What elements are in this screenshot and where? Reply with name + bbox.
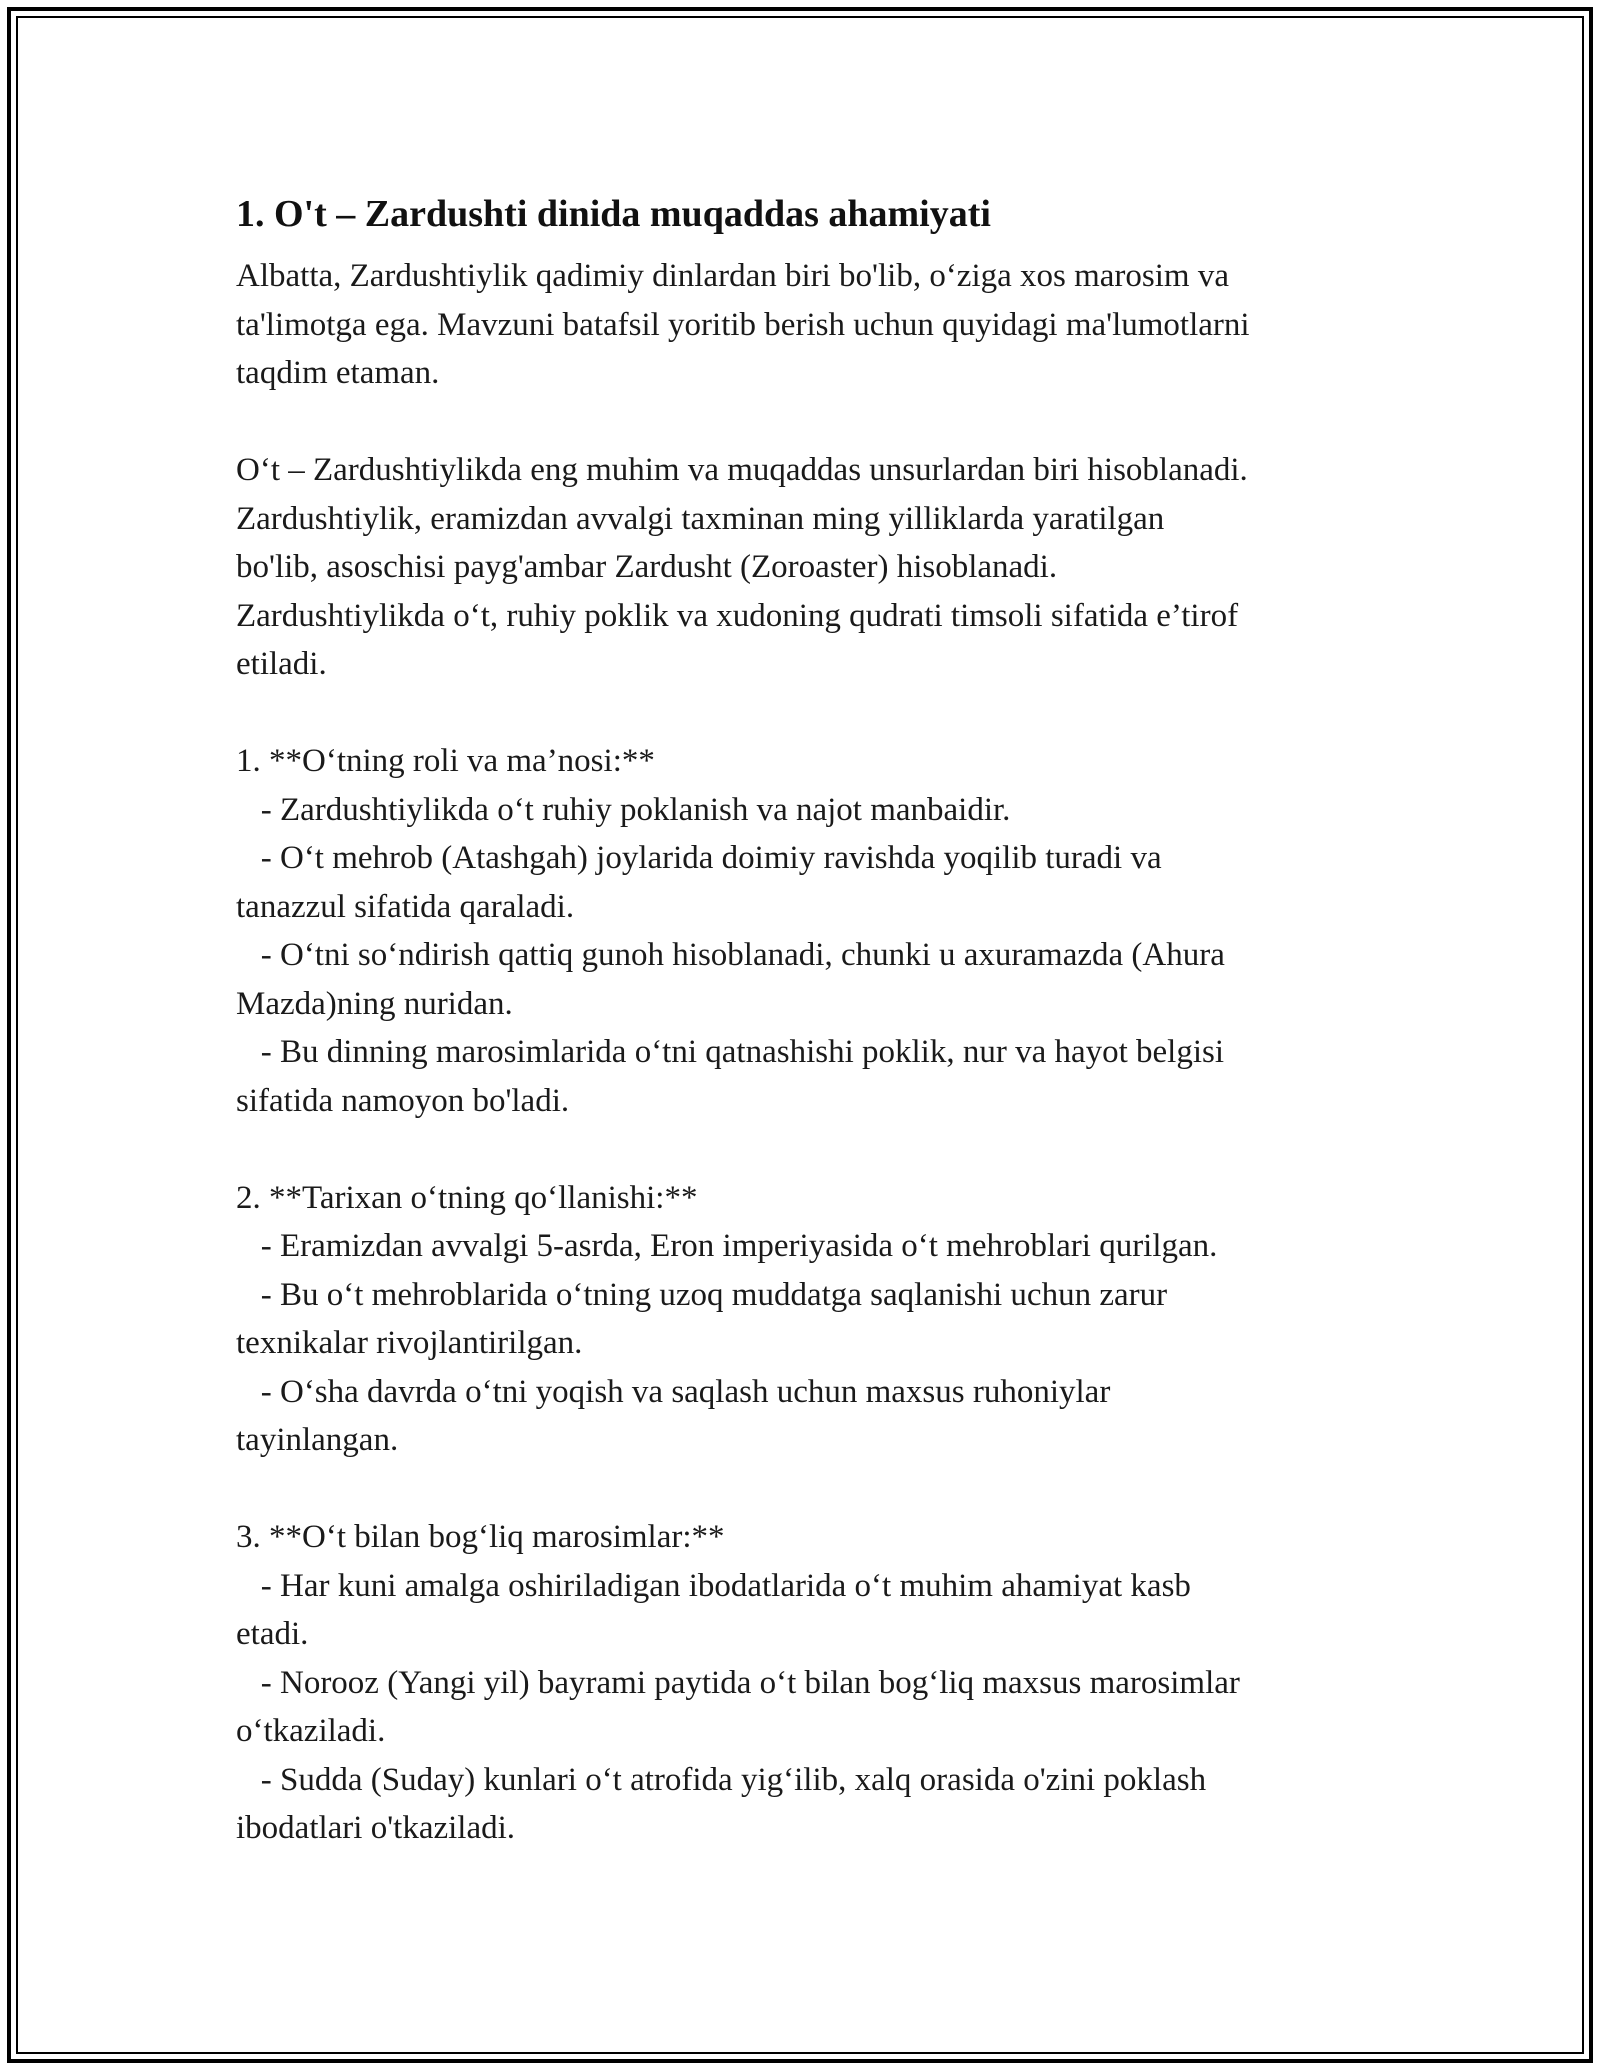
text-line: O‘t – Zardushtiylikda eng muhim va muqaddas unsurlardan biri hisoblanadi. [236,452,1248,488]
list-item: - O‘t mehrob (Atashgah) joylarida doimiy ravishda yoqilib turadi va [236,840,1162,876]
section-title: 1. **O‘tning roli va ma’nosi:** [236,743,655,779]
document-page [236,186,1386,1901]
section-title: 2. **Tarixan o‘tning qo‘llanishi:** [236,1179,698,1216]
text-line: ta'limotga ega. Mavzuni batafsil yoritib berish uchun quyidagi ma'lumotlarni [236,306,1250,343]
list-item-continuation: etadi. [236,1616,309,1652]
text-line: bo'lib, asoschisi payg'ambar Zardusht (Zoroaster) hisoblanadi. [236,549,1058,585]
list-item: - Har kuni amalga oshiriladigan ibodatlarida o‘t muhim ahamiyat kasb [236,1567,1191,1604]
list-item: - Eramizdan avvalgi 5-asrda, Eron imperiyasida o‘t mehroblari qurilgan. [236,1228,1218,1264]
text-line: Zardushtiylik, eramizdan avvalgi taxminan ming yilliklarda yaratilgan [236,500,1165,537]
list-item: - Norooz (Yangi yil) bayrami paytida o‘t bilan bog‘liq maxsus marosimlar [236,1664,1240,1701]
list-item: - Bu dinning marosimlarida o‘tni qatnashishi poklik, nur va hayot belgisi [236,1034,1225,1070]
document-body [236,252,1386,1853]
text-line: Zardushtiylikda o‘t, ruhiy poklik va xudoning qudrati timsoli sifatida e’tirof [236,597,1239,634]
text-line: Albatta, Zardushtiylik qadimiy dinlardan biri bo'lib, o‘ziga xos marosim va [236,258,1229,294]
list-item-continuation: ibodatlari o'tkaziladi. [236,1810,516,1846]
list-item: - O‘sha davrda o‘tni yoqish va saqlash uchun maxsus ruhoniylar [236,1373,1111,1410]
list-item-continuation: sifatida namoyon bo'ladi. [236,1082,570,1119]
list-item: - O‘tni so‘ndirish qattiq gunoh hisoblanadi, chunki u axuramazda (Ahura [236,937,1225,973]
list-item-continuation: o‘tkaziladi. [236,1713,386,1749]
text-line: etiladi. [236,646,327,682]
text-line: taqdim etaman. [236,355,440,391]
list-item-continuation: texnikalar rivojlantirilgan. [236,1325,583,1361]
section-role-meaning [236,737,1386,1125]
section-title: 3. **O‘t bilan bog‘liq marosimlar:** [236,1519,725,1555]
list-item-continuation: Mazda)ning nuridan. [236,985,513,1022]
list-item: - Zardushtiylikda o‘t ruhiy poklanish va najot manbaidir. [236,791,1011,828]
overview-paragraph [236,446,1386,689]
document-heading: 1. O't – Zardushti dinida muqaddas ahamiyati [236,193,991,235]
list-item: - Sudda (Suday) kunlari o‘t atrofida yig‘ilib, xalq orasida o'zini poklash [236,1761,1207,1798]
list-item-continuation: tayinlangan. [236,1422,399,1458]
section-historical-use [236,1174,1386,1465]
intro-paragraph [236,252,1386,398]
section-rituals [236,1513,1386,1853]
list-item-continuation: tanazzul sifatida qaraladi. [236,888,575,925]
list-item: - Bu o‘t mehroblarida o‘tning uzoq muddatga saqlanishi uchun zarur [236,1276,1168,1313]
